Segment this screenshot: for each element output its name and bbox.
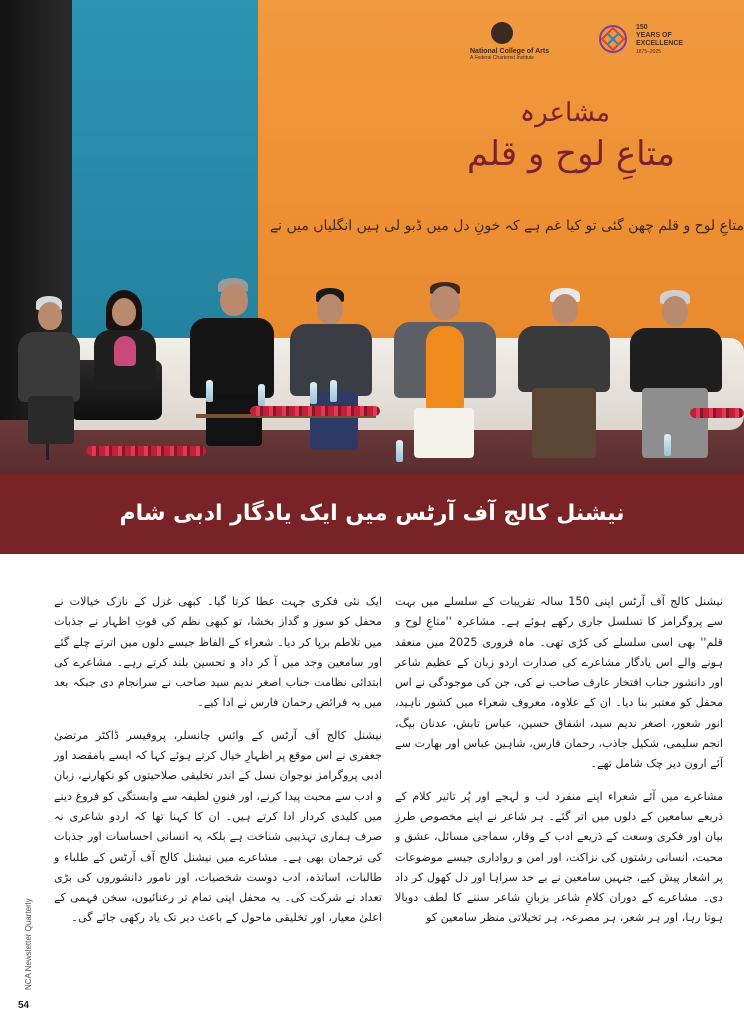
article-paragraph: نیشنل کالج آف آرٹس اپنی 150 سالہ تقریبات کے سلسلے میں بہت سے پروگرامز کا تسلسل جاری رکھے ہوئے ہے۔ مشاعرہ ''متاعِ لوح و قلم'' بھی اسی سلسلے کی کڑی تھی۔ ماہ فروری 2025 میں منعقد ہونے والے اس یادگار مشاعرے کی صدارت اردو زبان کے عظیم شاعر اور دانشور جناب افتخار عارف صاحب نے کی، جن کی موجودگی نے اس محفل کو معتبر بنا دیا۔ ان کے علاوہ، معروف شعراء میں کشور ناہید، انور شعور، اصغر ندیم سید، اشفاق حسین، عباس تابش، عدنان بیگ، انجم سلیمی، شکیل جاذب، رحمان فارس، شاہین عباس اور بھارت سے آئے ارون دیر چک شامل تھے۔ [395,595,724,771]
nca-seal-icon [491,22,513,44]
flower-garland [250,406,380,416]
nca-logo-name: National College of Arts [470,48,550,55]
person-6 [514,288,614,466]
nca-logo [470,22,550,61]
article-paragraph: نیشنل کالج آف آرٹس کے وائس چانسلر، پروفیسر ڈاکٹر مرتضیٰ جعفری نے اس موقع پر اظہارِ خیال کرتے ہوئے کہا کہ ایسے بامقصد اور ادبی پروگرامز نوجوان نسل کے اندر تخلیقی صلاحیتوں کو نکھارنے، زبان و ادب سے محبت پیدا کرنے، اور فنونِ لطیفہ سے وابستگی کو فروغ دینے میں کلیدی کردار ادا کرتے ہیں۔ ان کا کہنا تھا کہ اردو شاعری نہ صرف ہماری تہذیبی شناخت ہے بلکہ یہ انسانی احساسات اور جذبات کی ترجمان بھی ہے۔ مشاعرے میں نیشنل کالج آف آرٹس کے طلباء و طالبات، اساتذہ، ادب دوست شخصیات، اور نامور دانشوروں کی بڑی تعداد نے شرکت کی۔ یہ محفل اپنی تمام تر رعنائیوں، سخن فہمی کے اعلیٰ معیار، اور تخلیقی ماحول کے باعث دیر تک یاد رکھی جائے گی۔ [54,728,382,925]
water-bottle [664,434,671,456]
article-paragraph: مشاعرے میں آئے شعراء اپنے منفرد لب و لہجے اور پُر تاثیر کلام کے ذریعے سامعین کے دلوں میں اتر گئے۔ ہر شاعر نے اپنے مخصوص طرزِ بیان اور فکری وسعت کے ذریعے ادب کے وقار، سماجی مسائل، عشق و محبت، انسانی رشتوں کی نزاکت، اور امن و رواداری جیسے موضوعات پر اشعار پیش کیے، جنہیں سامعین نے بے حد سراہا اور دل کھول کر داد دی۔ مشاعرے کے دوران کلامِ شاعر بزبانِ شاعر سننے کا لطف دوبالا ہوتا رہا، اور ہر شعر، ہر مصرعہ، ہر تخیلاتی منظر سامعین کو [395,789,723,925]
person-5 [390,282,500,472]
person-3 [186,278,278,448]
event-photo [0,0,744,474]
anniversary-years: 1875–2025 [636,49,662,55]
water-bottle [206,380,213,402]
article-headline: نیشنل کالج آف آرٹس میں ایک یادگار ادبی شام [119,501,625,526]
flower-garland [690,408,744,418]
person-4 [286,288,376,458]
nca-logo-subtitle: A Federal Chartered Institute [470,55,534,61]
person-7 [626,290,726,466]
anniversary-number: 150 [636,24,648,31]
water-bottle [396,440,403,462]
water-bottle [258,384,265,406]
banner-verse: متاعِ لوح و قلم چھن گئی تو کیا غم ہے کہ خونِ دل میں ڈبو لی ہیں انگلیاں میں نے [269,218,744,234]
person-1 [14,296,84,446]
anniversary-logo [596,22,716,62]
anniversary-line1: YEARS OF [636,32,672,39]
water-bottle [330,380,337,402]
banner-title-mata-e-loh-o-qalam: متاعِ لوح و قلم [467,134,675,174]
anniversary-emblem-icon [596,22,630,56]
banner-title-mushaira: مشاعرہ [519,98,611,128]
anniversary-line2: EXCELLENCE [636,40,684,47]
water-bottle [310,382,317,404]
publication-name: NCA Newsletter Quarterly [24,898,33,990]
article-column-left [54,592,382,941]
page-number: 54 [18,1000,30,1011]
headline-bar [0,474,744,554]
article-column-right [395,592,723,941]
person-2 [88,290,162,440]
flower-garland [86,446,206,456]
article-paragraph: ایک نئی فکری جہت عطا کرتا گیا۔ کبھی غزل کے نازک خیالات نے محفل کو سوز و گداز بخشا، تو کبھی نظم کی قوتِ اظہار نے جذبات میں تلاطم برپا کر دیا۔ شعراء کے الفاظ جیسے دلوں میں اترتے چلے گئے اور سامعین وجد میں آ کر داد و تحسین بلند کرتے رہے۔ مشاعرے کی ابتدائی نظامت جناب اصغر ندیم سید صاحب نے سرانجام دی جبکہ بعد میں یہ فرائض رحمان فارس نے ادا کیے۔ [54,595,382,710]
